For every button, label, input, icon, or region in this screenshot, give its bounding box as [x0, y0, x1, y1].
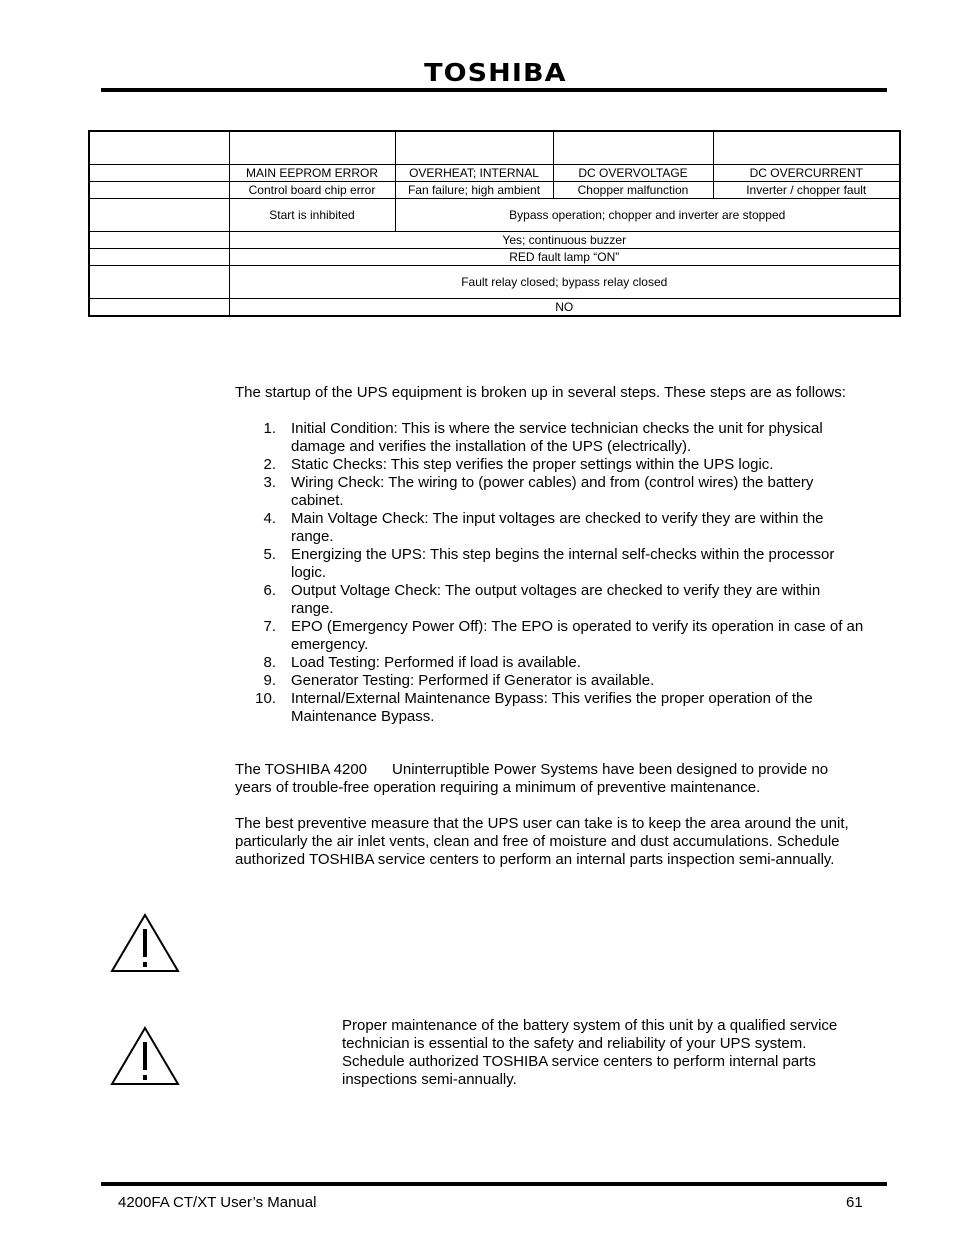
footer-rule	[101, 1182, 887, 1186]
fault-cause: Control board chip error	[229, 182, 395, 199]
list-item: 3. Wiring Check: The wiring to (power cables) and from (control wires) the battery cabinet.	[263, 474, 814, 509]
fault-alarm: Yes; continuous buzzer	[229, 232, 900, 249]
table-cell	[229, 131, 395, 165]
header-rule	[101, 88, 887, 92]
table-cell	[395, 131, 553, 165]
fault-code: OVERHEAT; INTERNAL	[395, 165, 553, 182]
table-cell	[89, 131, 229, 165]
fault-code: DC OVERVOLTAGE	[553, 165, 713, 182]
list-item: 6. Output Voltage Check: The output voltages are checked to verify they are within range.	[263, 582, 821, 617]
table-cell	[713, 131, 900, 165]
list-item: 4. Main Voltage Check: The input voltages are checked to verify they are within the range.	[263, 510, 824, 545]
fault-cause: Chopper malfunction	[553, 182, 713, 199]
table-cell	[89, 299, 229, 317]
table-row	[89, 165, 900, 182]
fault-restart: NO	[229, 299, 900, 317]
fault-cause: Fan failure; high ambient	[395, 182, 553, 199]
list-item: 8. Load Testing: Performed if load is available.	[263, 654, 581, 671]
table-cell	[89, 232, 229, 249]
table-row	[89, 182, 900, 199]
fault-cause: Inverter / chopper fault	[713, 182, 900, 199]
table-row	[89, 299, 900, 317]
fault-code: DC OVERCURRENT	[713, 165, 900, 182]
list-item: 5. Energizing the UPS: This step begins the internal self-checks within the processor logic.	[263, 546, 835, 581]
list-item: 1. Initial Condition: This is where the service technician checks the unit for physical damage and verifies the installation of the UPS (electrically).	[263, 420, 823, 455]
toshiba-logo: TOSHIBA	[424, 58, 567, 87]
table-row	[89, 266, 900, 299]
table-cell	[553, 131, 713, 165]
startup-intro: The startup of the UPS equipment is broken up in several steps. These steps are as follows:	[235, 384, 846, 401]
fault-code: MAIN EEPROM ERROR	[229, 165, 395, 182]
fault-operation: Start is inhibited	[229, 199, 395, 232]
table-cell	[89, 249, 229, 266]
maintenance-paragraph: The best preventive measure that the UPS user can take is to keep the area around the unit, particularly the air inlet vents, clean and free of moisture and dust accumulations. Schedule authorized TOSHIBA service centers to perform an internal parts inspection semi-annually.	[235, 815, 849, 868]
page-number: 61	[846, 1194, 863, 1211]
fault-relay: Fault relay closed; bypass relay closed	[229, 266, 900, 299]
table-header-row	[89, 131, 900, 165]
list-item: 7. EPO (Emergency Power Off): The EPO is operated to verify its operation in case of an emergency.	[263, 618, 864, 653]
table-cell	[89, 266, 229, 299]
table-cell	[89, 182, 229, 199]
fault-table	[88, 130, 901, 317]
manual-title: 4200FA CT/XT User’s Manual	[118, 1194, 317, 1211]
list-item: 9. Generator Testing: Performed if Generator is available.	[263, 672, 655, 689]
table-cell	[89, 165, 229, 182]
warning-icon	[110, 913, 180, 973]
list-item: 2. Static Checks: This step verifies the proper settings within the UPS logic.	[263, 456, 774, 473]
table-row	[89, 232, 900, 249]
table-row	[89, 249, 900, 266]
fault-lamp: RED fault lamp “ON”	[229, 249, 900, 266]
warning-icon	[110, 1026, 180, 1086]
list-item: 10. Internal/External Maintenance Bypass: This verifies the proper operation of the Maintenance Bypass.	[255, 690, 813, 725]
table-row	[89, 199, 900, 232]
maintenance-paragraph: The TOSHIBA 4200 Uninterruptible Power Systems have been designed to provide no years of trouble-free operation requiring a minimum of preventive maintenance.	[235, 761, 833, 796]
battery-maintenance-note: Proper maintenance of the battery system of this unit by a qualified service technician is essential to the safety and reliability of your UPS system. Schedule authorized TOSHIBA service centers to perform internal parts inspections semi-annually.	[342, 1017, 838, 1088]
startup-steps-list	[235, 420, 865, 726]
table-cell	[89, 199, 229, 232]
fault-operation: Bypass operation; chopper and inverter are stopped	[395, 199, 900, 232]
